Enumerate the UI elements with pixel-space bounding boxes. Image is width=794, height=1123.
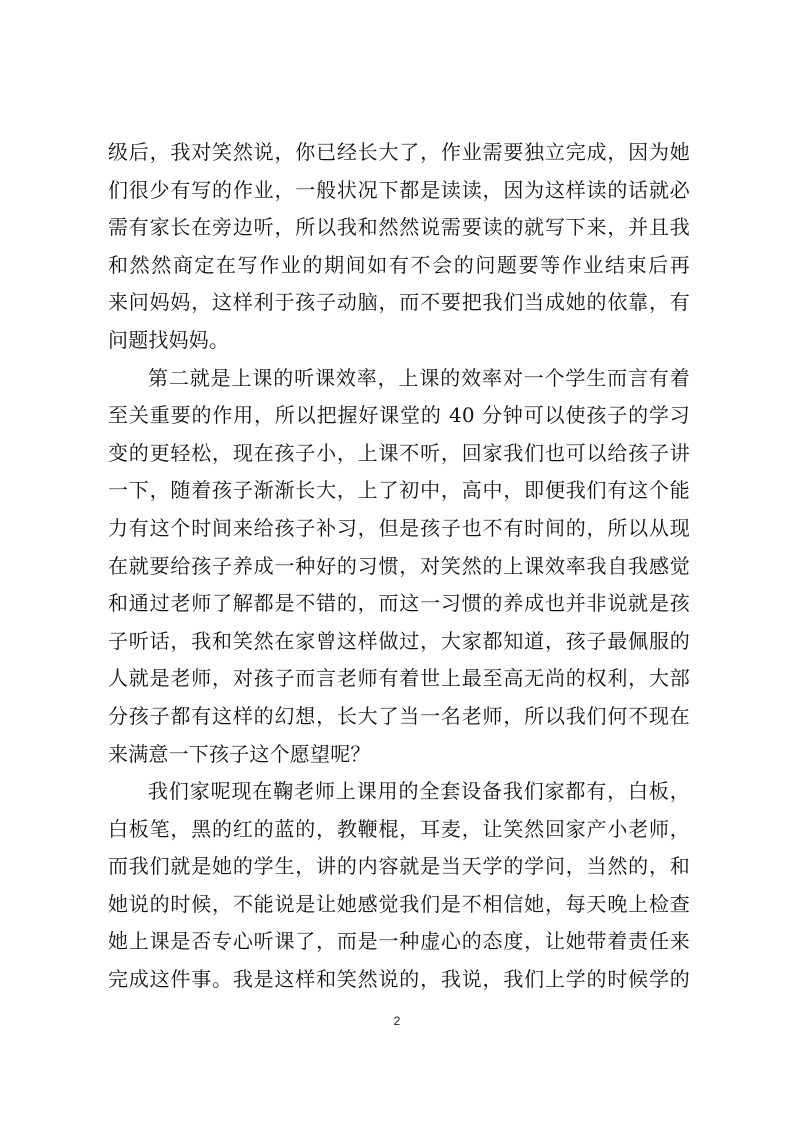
text-line: 至关重要的作用，所以把握好课堂的 40 分钟可以使孩子的学习 xyxy=(108,403,690,428)
text-line: 变的更轻松，现在孩子小，上课不听，回家我们也可以给孩子讲 xyxy=(108,440,690,465)
text-line: 们很少有写的作业，一般状况下都是读读，因为这样读的话就必 xyxy=(108,177,690,202)
text-line: 和通过老师了解都是不错的，而这一习惯的养成也并非说就是孩 xyxy=(108,591,690,616)
text-line: 需有家长在旁边听，所以我和然然说需要读的就写下来，并且我 xyxy=(108,215,690,240)
text-line: 一下，随着孩子渐渐长大，上了初中，高中，即便我们有这个能 xyxy=(108,478,690,503)
text-line: 来满意一下孩子这个愿望呢？ xyxy=(108,741,371,766)
page-number: 2 xyxy=(393,1014,401,1028)
text-line: 和然然商定在写作业的期间如有不会的问题要等作业结束后再 xyxy=(108,252,690,277)
text-line: 分孩子都有这样的幻想，长大了当一名老师，所以我们何不现在 xyxy=(108,703,690,728)
text-line: 第二就是上课的听课效率，上课的效率对一个学生而言有着 xyxy=(148,365,690,390)
text-line: 她说的时候，不能说是让她感觉我们是不相信她，每天晚上检查 xyxy=(108,891,690,916)
text-line: 级后，我对笑然说，你已经长大了，作业需要独立完成，因为她 xyxy=(108,140,690,164)
text-line: 人就是老师，对孩子而言老师有着世上最至高无尚的权利，大部 xyxy=(108,666,690,691)
body-text xyxy=(108,134,690,999)
text-line: 子听话，我和笑然在家曾这样做过，大家都知道，孩子最佩服的 xyxy=(108,628,690,653)
text-line: 力有这个时间来给孩子补习，但是孩子也不有时间的，所以从现 xyxy=(108,515,690,540)
text-line: 问题找妈妈。 xyxy=(108,327,230,352)
text-line: 而我们就是她的学生，讲的内容就是当天学的学问，当然的，和 xyxy=(108,854,690,879)
text-line: 白板笔，黑的红的蓝的，教鞭棍，耳麦，让笑然回家产小老师， xyxy=(108,816,690,841)
text-line: 在就要给孩子养成一种好的习惯，对笑然的上课效率我自我感觉 xyxy=(108,553,690,578)
text-line: 来问妈妈，这样利于孩子动脑，而不要把我们当成她的依靠，有 xyxy=(108,290,690,315)
text-line: 完成这件事。我是这样和笑然说的，我说，我们上学的时候学的 xyxy=(108,967,690,992)
text-line: 我们家呢现在鞠老师上课用的全套设备我们家都有，白板， xyxy=(148,779,690,804)
text-line: 她上课是否专心听课了，而是一种虚心的态度，让她带着责任来 xyxy=(108,929,690,954)
